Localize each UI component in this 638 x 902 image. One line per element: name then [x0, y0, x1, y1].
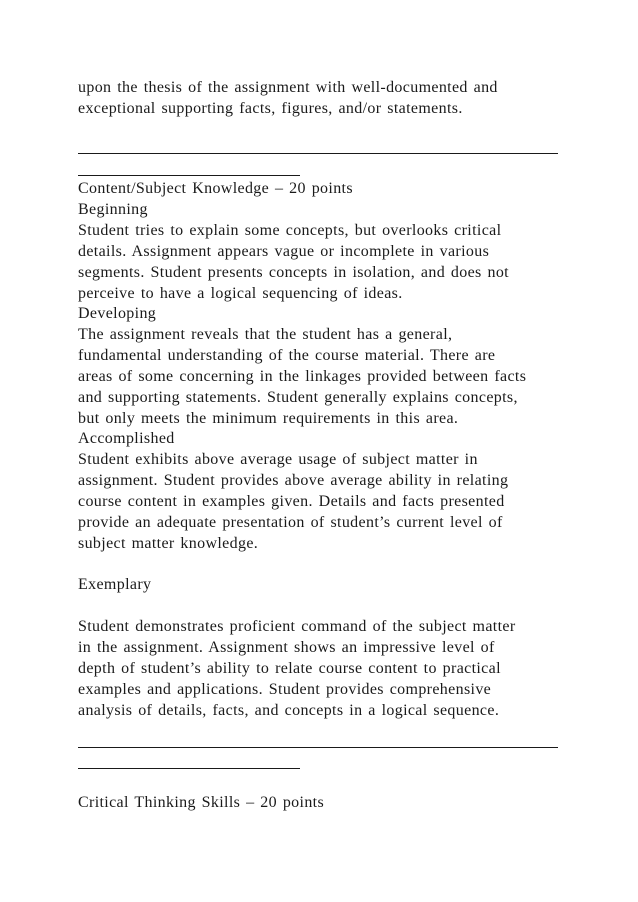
level-label-exemplary: Exemplary — [78, 576, 152, 593]
divider-rule-short — [78, 175, 300, 176]
level-text-line: assignment. Student provides above average ability in relating — [78, 472, 509, 489]
level-label-developing: Developing — [78, 305, 157, 322]
level-text-line: examples and applications. Student provides comprehensive — [78, 681, 492, 698]
level-text-line: provide an adequate presentation of student’s current level of — [78, 514, 503, 531]
divider-rule — [78, 747, 558, 748]
level-text-line: Student demonstrates proficient command of the subject matter — [78, 618, 516, 635]
level-text-line: and supporting statements. Student generally explains concepts, — [78, 389, 518, 406]
level-label-accomplished: Accomplished — [78, 430, 175, 447]
level-text-line: Student tries to explain some concepts, but overlooks critical — [78, 222, 502, 239]
level-text-line: analysis of details, facts, and concepts in a logical sequence. — [78, 702, 500, 719]
level-text-line: depth of student’s ability to relate course content to practical — [78, 660, 501, 677]
intro-line: exceptional supporting facts, figures, and/or statements. — [78, 100, 463, 117]
divider-rule-short — [78, 768, 300, 769]
level-label-beginning: Beginning — [78, 201, 148, 218]
section-heading-critical-thinking: Critical Thinking Skills – 20 points — [78, 794, 325, 811]
level-text-line: course content in examples given. Details and facts presented — [78, 493, 505, 510]
level-text-line: subject matter knowledge. — [78, 535, 259, 552]
level-text-line: The assignment reveals that the student has a general, — [78, 326, 453, 343]
divider-rule — [78, 153, 558, 154]
level-text-line: in the assignment. Assignment shows an impressive level of — [78, 639, 495, 656]
level-text-line: details. Assignment appears vague or incomplete in various — [78, 243, 490, 260]
level-text-line: Student exhibits above average usage of subject matter in — [78, 451, 478, 468]
level-text-line: but only meets the minimum requirements in this area. — [78, 410, 459, 427]
level-text-line: perceive to have a logical sequencing of ideas. — [78, 285, 403, 302]
intro-line: upon the thesis of the assignment with well-documented and — [78, 79, 498, 96]
level-text-line: fundamental understanding of the course material. There are — [78, 347, 496, 364]
level-text-line: areas of some concerning in the linkages provided between facts — [78, 368, 527, 385]
level-text-line: segments. Student presents concepts in isolation, and does not — [78, 264, 509, 281]
section-heading-content: Content/Subject Knowledge – 20 points — [78, 180, 353, 197]
